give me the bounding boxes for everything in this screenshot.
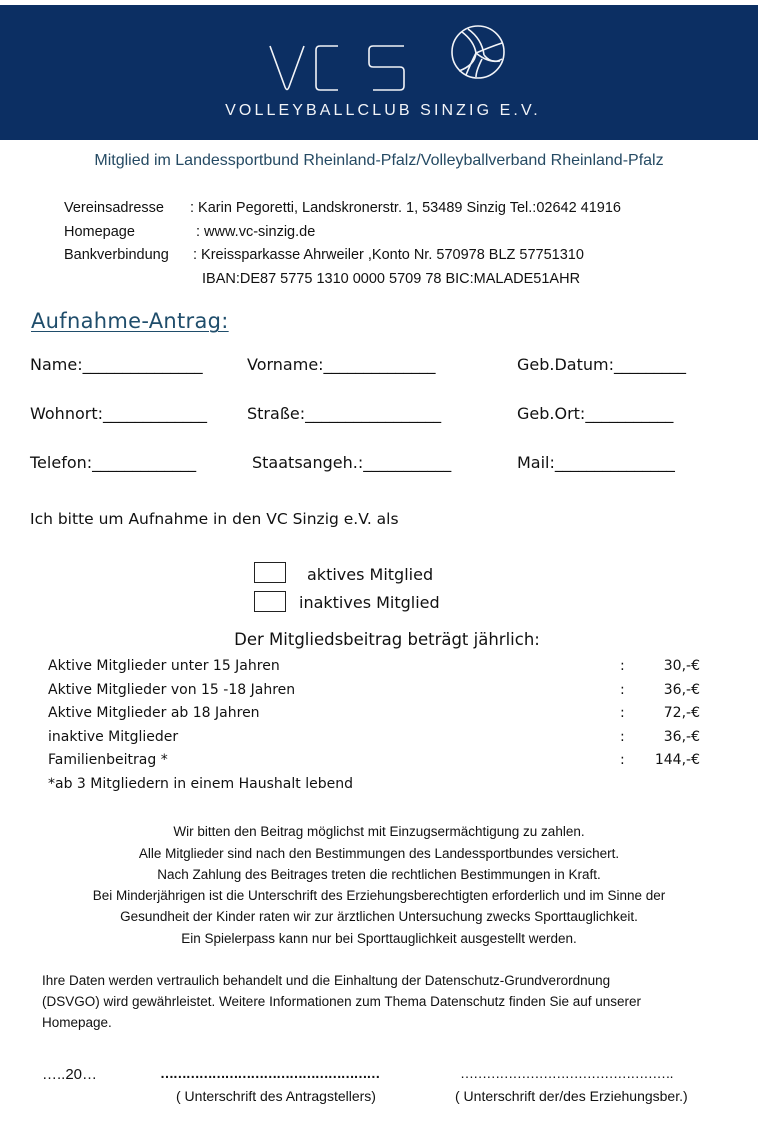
fee-footnote: *ab 3 Mitgliedern in einem Haushalt lebend bbox=[48, 776, 353, 792]
fee-label: Aktive Mitglieder von 15 -18 Jahren bbox=[48, 682, 296, 698]
address-label: Vereinsadresse bbox=[64, 200, 164, 216]
inaktives-mitglied-label: inaktives Mitglied bbox=[299, 593, 440, 612]
club-logo bbox=[262, 19, 512, 99]
wohnort-field[interactable]: Wohnort:_____________ bbox=[30, 404, 207, 423]
fee-amount: 36,-€ bbox=[663, 682, 700, 698]
inaktives-mitglied-checkbox[interactable] bbox=[254, 591, 286, 612]
fee-amount: 144,-€ bbox=[654, 752, 700, 768]
date-field[interactable]: …..20… bbox=[42, 1066, 98, 1083]
form-title: Aufnahme-Antrag: bbox=[31, 309, 229, 333]
vorname-field[interactable]: Vorname:______________ bbox=[247, 355, 436, 374]
privacy-line: Homepage. bbox=[42, 1015, 112, 1030]
aktives-mitglied-label: aktives Mitglied bbox=[307, 565, 434, 584]
bank-label: Bankverbindung bbox=[64, 247, 169, 263]
fee-separator: : bbox=[620, 729, 625, 745]
name-field[interactable]: Name:_______________ bbox=[30, 355, 203, 374]
aktives-mitglied-checkbox[interactable] bbox=[254, 562, 286, 583]
fees-title: Der Mitgliedsbeitrag beträgt jährlich: bbox=[234, 630, 540, 649]
fee-amount: 36,-€ bbox=[663, 729, 700, 745]
fee-label: Familienbeitrag * bbox=[48, 752, 168, 768]
privacy-line: Ihre Daten werden vertraulich behandelt und die Einhaltung der Datenschutz-Grundverordnung bbox=[42, 973, 611, 988]
strasse-field[interactable]: Straße:_________________ bbox=[247, 404, 442, 423]
fee-separator: : bbox=[620, 682, 625, 698]
homepage-label: Homepage bbox=[64, 224, 135, 240]
request-sentence: Ich bitte um Aufnahme in den VC Sinzig e.V. als bbox=[30, 510, 399, 528]
note-line: Gesundheit der Kinder raten wir zur ärztlichen Untersuchung zwecks Sporttauglichkeit. bbox=[120, 909, 638, 924]
membership-line: Mitglied im Landessportbund Rheinland-Pfalz/Volleyballverband Rheinland-Pfalz bbox=[94, 152, 664, 169]
note-line: Nach Zahlung des Beitrages treten die rechtlichen Bestimmungen in Kraft. bbox=[157, 867, 601, 882]
note-line: Bei Minderjährigen ist die Unterschrift des Erziehungsberechtigten erforderlich und im Sinne der bbox=[92, 888, 666, 903]
fee-amount: 30,-€ bbox=[663, 658, 700, 674]
note-line: Ein Spielerpass kann nur bei Sporttauglichkeit ausgestellt werden. bbox=[181, 931, 577, 946]
applicant-signature-caption: ( Unterschrift des Antragstellers) bbox=[176, 1088, 376, 1104]
fee-label: Aktive Mitglieder unter 15 Jahren bbox=[48, 658, 280, 674]
iban-value: IBAN:DE87 5775 1310 0000 5709 78 BIC:MALADE51AHR bbox=[202, 271, 581, 287]
fee-separator: : bbox=[620, 658, 625, 674]
geb-datum-field[interactable]: Geb.Datum:_________ bbox=[517, 355, 686, 374]
fee-label: inaktive Mitglieder bbox=[48, 729, 179, 745]
fee-amount: 72,-€ bbox=[663, 705, 700, 721]
header-banner bbox=[0, 5, 758, 140]
homepage-link[interactable]: : www.vc-sinzig.de bbox=[196, 224, 316, 240]
guardian-signature-caption: ( Unterschrift der/des Erziehungsber.) bbox=[455, 1088, 688, 1104]
guardian-signature-line[interactable]: …………………………………………. bbox=[460, 1065, 673, 1081]
club-name: VOLLEYBALLCLUB SINZIG E.V. bbox=[225, 102, 541, 119]
note-line: Wir bitten den Beitrag möglichst mit Einzugsermächtigung zu zahlen. bbox=[173, 824, 585, 839]
applicant-signature-line[interactable]: …………………………………………… bbox=[160, 1065, 380, 1081]
staatsangeh-field[interactable]: Staatsangeh.:___________ bbox=[252, 453, 452, 472]
fee-separator: : bbox=[620, 752, 625, 768]
geb-ort-field[interactable]: Geb.Ort:___________ bbox=[517, 404, 674, 423]
mail-field[interactable]: Mail:_______________ bbox=[517, 453, 675, 472]
volleyball-icon bbox=[452, 26, 504, 78]
fee-label: Aktive Mitglieder ab 18 Jahren bbox=[48, 705, 260, 721]
address-value: : Karin Pegoretti, Landskronerstr. 1, 53489 Sinzig Tel.:02642 41916 bbox=[190, 200, 621, 216]
telefon-field[interactable]: Telefon:_____________ bbox=[30, 453, 197, 472]
privacy-line: (DSVGO) wird gewährleistet. Weitere Informationen zum Thema Datenschutz finden Sie auf unserer bbox=[42, 994, 642, 1009]
note-line: Alle Mitglieder sind nach den Bestimmungen des Landessportbundes versichert. bbox=[138, 846, 620, 861]
bank-value: : Kreissparkasse Ahrweiler ,Konto Nr. 570978 BLZ 57751310 bbox=[193, 247, 584, 263]
fee-separator: : bbox=[620, 705, 625, 721]
